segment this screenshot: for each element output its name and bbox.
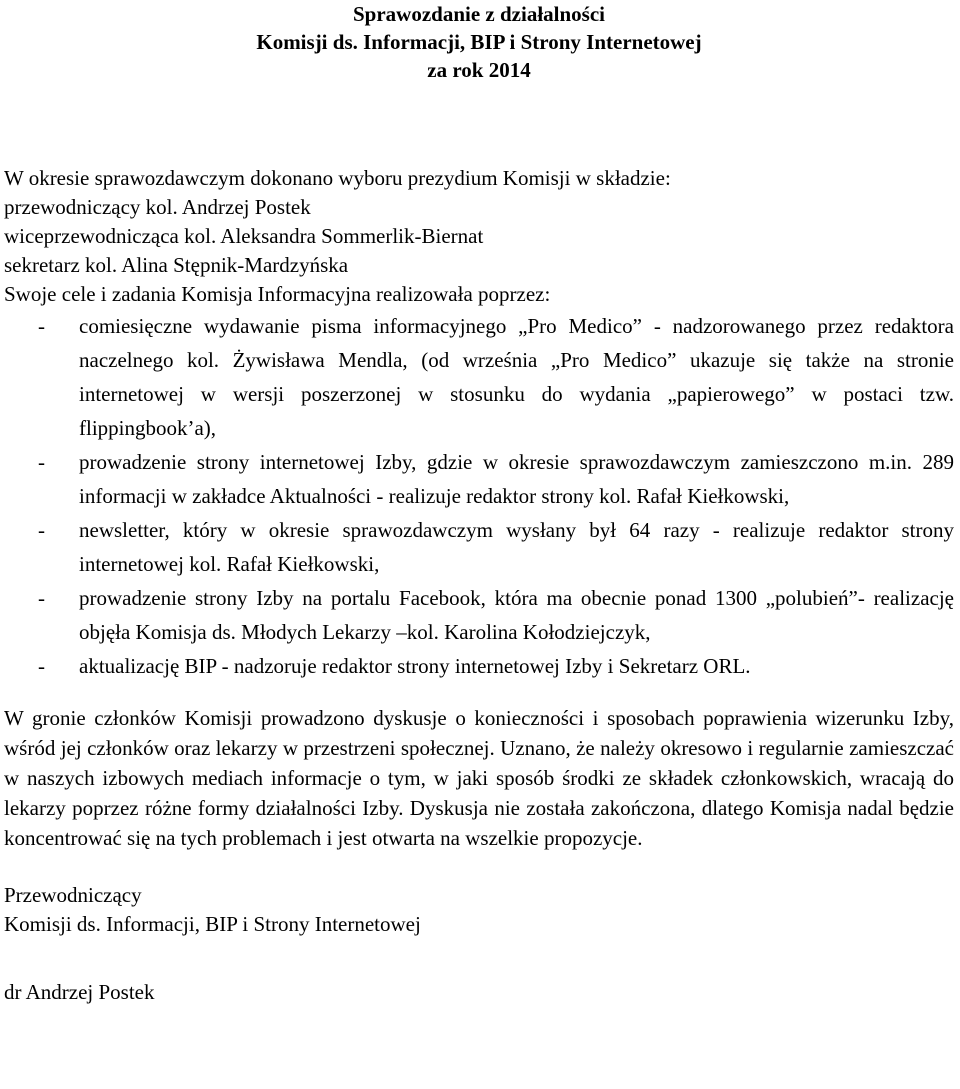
document-title [4,0,954,84]
intro-line-secretary: sekretarz kol. Alina Stępnik-Mardzyńska [4,253,349,277]
signature-body: Komisji ds. Informacji, BIP i Strony Internetowej [4,912,421,936]
signature-block [4,881,954,939]
list-item-text: newsletter, który w okresie sprawozdawczym wysłany był 64 razy - realizuje redaktor strony internetowej kol. Rafał Kiełkowski, [79,518,954,576]
intro-line-chair: przewodniczący kol. Andrzej Postek [4,195,311,219]
title-line-3: za rok 2014 [427,58,531,82]
title-line-2: Komisji ds. Informacji, BIP i Strony Internetowej [256,30,702,54]
list-item [4,309,954,445]
intro-line-vice-chair: wiceprzewodnicząca kol. Aleksandra Sommerlik-Biernat [4,224,484,248]
list-bullet: - [38,450,45,474]
intro-section [4,164,954,309]
list-bullet: - [38,314,45,338]
list-bullet: - [38,586,45,610]
signer-name: dr Andrzej Postek [4,980,155,1004]
list-item-text: comiesięczne wydawanie pisma informacyjnego „Pro Medico” - nadzorowanego przez redaktora naczelnego kol. Żywisława Mendla, (od września „Pro Medico” ukazuje się także na stronie internetowej w wersji poszerzonej w stosunku do wydania „papierowego” w postaci tzw. flippingbook’a), [79,314,954,440]
intro-line-goals: Swoje cele i zadania Komisja Informacyjna realizowała poprzez: [4,282,551,306]
list-item [4,649,954,683]
list-item-text: prowadzenie strony internetowej Izby, gdzie w okresie sprawozdawczym zamieszczono m.in. 289 informacji w zakładce Aktualności - realizuje redaktor strony kol. Rafał Kiełkowski, [79,450,954,508]
task-list [4,309,954,683]
list-bullet: - [38,654,45,678]
intro-line-presidium: W okresie sprawozdawczym dokonano wyboru prezydium Komisji w składzie: [4,166,671,190]
title-line-1: Sprawozdanie z działalności [352,2,605,26]
list-bullet: - [38,518,45,542]
list-item-text: aktualizację BIP - nadzoruje redaktor strony internetowej Izby i Sekretarz ORL. [79,654,751,678]
list-item [4,513,954,581]
list-item-text: prowadzenie strony Izby na portalu Facebook, która ma obecnie ponad 1300 „polubień”- realizację objęła Komisja ds. Młodych Lekarzy –kol. Karolina Kołodziejczyk, [79,586,954,644]
signature-role: Przewodniczący [4,883,142,907]
discussion-paragraph: W gronie członków Komisji prowadzono dyskusje o konieczności i sposobach poprawienia wizerunku Izby, wśród jej członków oraz lekarzy w przestrzeni społecznej. Uznano, że należy okresowo i regularnie zamieszczać w naszych izbowych mediach informacje o tym, w jaki sposób środki ze składek członkowskich, wracają do lekarzy poprzez różne formy działalności Izby. Dyskusja nie została zakończona, dlatego Komisja nadal będzie koncentrować się na tych problemach i jest otwarta na wszelkie propozycje. [4,706,954,850]
document-page [4,0,954,1007]
list-item [4,445,954,513]
list-item [4,581,954,649]
